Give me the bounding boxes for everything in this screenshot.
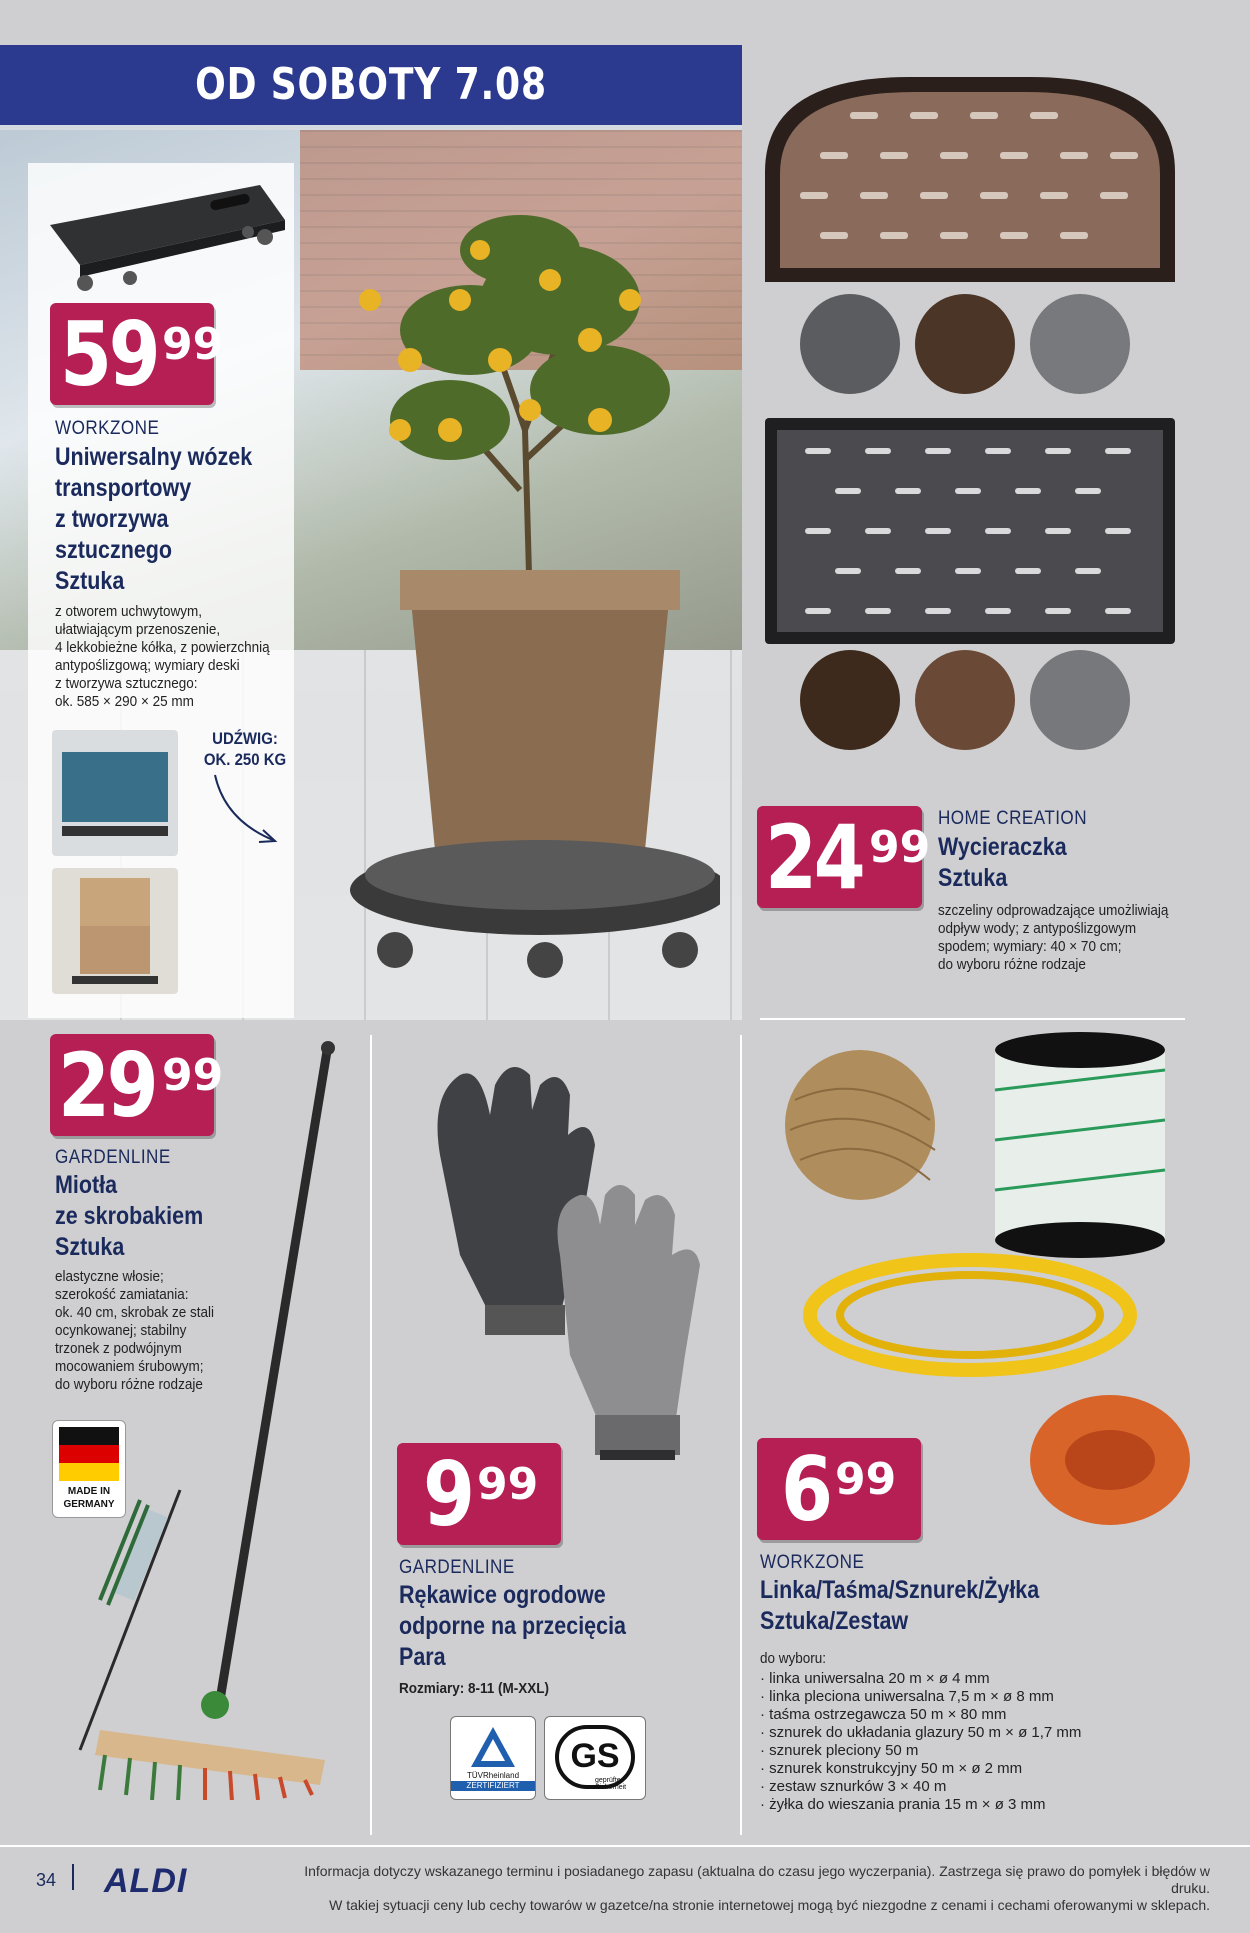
mat-color-swatch[interactable] bbox=[800, 650, 900, 750]
cart-desc-line: ułatwiającym przenoszenie, bbox=[55, 621, 221, 638]
rope-option: linka pleciona uniwersalna 7,5 m × ø 8 mm bbox=[769, 1688, 1054, 1705]
rope-price-main: 6 bbox=[781, 1438, 830, 1541]
broom-brand: GARDENLINE bbox=[55, 1147, 171, 1168]
gloves-sizes: Rozmiary: 8-11 (M-XXL) bbox=[399, 1680, 550, 1697]
page-number: 34 bbox=[36, 1870, 57, 1890]
mat-name bbox=[938, 832, 1238, 894]
rope-option: żyłka do wieszania prania 15 m × ø 3 mm bbox=[769, 1796, 1046, 1813]
rope-option: sznurek do układania glazury 50 m × ø 1,7 mm bbox=[769, 1724, 1082, 1741]
broom-desc-line: trzonek z podwójnym bbox=[55, 1340, 182, 1357]
mat-description bbox=[938, 902, 1248, 974]
cart-price-cents: 99 bbox=[162, 319, 224, 370]
mat-price-cents: 99 bbox=[869, 822, 931, 873]
mat-color-swatch[interactable] bbox=[1030, 650, 1130, 750]
rope-price-cents: 99 bbox=[835, 1454, 897, 1505]
footer-line: W takiej sytuacji ceny lub cechy towarów w gazetce/na stronie internetowej mogą być niezgodne z cenami i cechami oferowanymi w sklepach. bbox=[329, 1897, 1210, 1913]
list-item: · sznurek do układania glazury 50 m × ø 1,7 mm bbox=[760, 1724, 1082, 1741]
tuv-logo-icon bbox=[469, 1725, 517, 1769]
rope-option: linka uniwersalna 20 m × ø 4 mm bbox=[769, 1670, 990, 1687]
footer-disclaimer bbox=[280, 1863, 1210, 1914]
rope-price-tag bbox=[757, 1438, 921, 1540]
gloves-name-line: Para bbox=[399, 1643, 446, 1671]
gloves-name bbox=[399, 1580, 739, 1673]
arrow-icon bbox=[205, 770, 285, 850]
broom-name-line: ze skrobakiem bbox=[55, 1202, 204, 1230]
plant-on-cart-image bbox=[300, 130, 720, 990]
rope-choice-label: do wyboru: bbox=[760, 1650, 827, 1667]
gloves-price-tag bbox=[397, 1443, 561, 1545]
list-item: · linka pleciona uniwersalna 7,5 m × ø 8 mm bbox=[760, 1688, 1054, 1705]
broom-price-tag bbox=[50, 1034, 224, 1137]
footer-line: Informacja dotyczy wskazanego terminu i posiadanego zapasu (aktualna do czasu jego wyczerpania). Zastrzega się prawo do pomyłek i błędów w druku. bbox=[304, 1863, 1210, 1896]
cart-name-line: z tworzywa bbox=[55, 505, 169, 533]
mat-desc-line: spodem; wymiary: 40 × 70 cm; bbox=[938, 938, 1122, 955]
mat-name-line: Sztuka bbox=[938, 864, 1008, 892]
rope-name-line: Linka/Taśma/Sznurek/Żyłka bbox=[760, 1576, 1040, 1604]
broom-name-line: Sztuka bbox=[55, 1233, 125, 1261]
cart-name-line: sztucznego bbox=[55, 536, 173, 564]
cart-name-line: Sztuka bbox=[55, 567, 125, 595]
gloves-image bbox=[420, 1055, 720, 1475]
broom-desc-line: mocowaniem śrubowym; bbox=[55, 1358, 204, 1375]
column-divider bbox=[370, 1035, 372, 1835]
cart-desc-line: z otworem uchwytowym, bbox=[55, 603, 203, 620]
gs-caption: geprüfte Sicherheit bbox=[595, 1777, 627, 1791]
gloves-price-main: 9 bbox=[423, 1443, 472, 1546]
gloves-name-line: Rękawice ogrodowe bbox=[399, 1581, 606, 1609]
gloves-price-cents: 99 bbox=[477, 1459, 539, 1510]
list-item: · linka uniwersalna 20 m × ø 4 mm bbox=[760, 1670, 990, 1687]
broom-desc-line: szerokość zamiatania: bbox=[55, 1286, 189, 1303]
rope-option: taśma ostrzegawcza 50 m × 80 mm bbox=[769, 1706, 1007, 1723]
tuv-badge bbox=[450, 1716, 536, 1800]
footer-separator bbox=[72, 1864, 74, 1890]
mat-price-tag bbox=[757, 806, 931, 909]
column-divider bbox=[740, 1035, 742, 1835]
mat-name-line: Wycieraczka bbox=[938, 833, 1067, 861]
cart-name-line: transportowy bbox=[55, 474, 192, 502]
cart-capacity bbox=[201, 728, 289, 770]
list-item: · sznurek pleciony 50 m bbox=[760, 1742, 919, 1759]
mat-rectangular-image bbox=[765, 418, 1175, 644]
list-item: · taśma ostrzegawcza 50 m × 80 mm bbox=[760, 1706, 1007, 1723]
rope-option: sznurek pleciony 50 m bbox=[769, 1742, 919, 1759]
broom-name bbox=[55, 1170, 295, 1263]
rope-brand: WORKZONE bbox=[760, 1552, 865, 1573]
broom-desc-line: ocynkowanej; stabilny bbox=[55, 1322, 187, 1339]
gloves-name-line: odporne na przecięcia bbox=[399, 1612, 627, 1640]
mat-color-swatch[interactable] bbox=[1030, 294, 1130, 394]
cart-desc-line: ok. 585 × 290 × 25 mm bbox=[55, 693, 194, 710]
mat-color-swatch[interactable] bbox=[915, 650, 1015, 750]
cart-price-main: 59 bbox=[60, 303, 158, 406]
section-divider bbox=[760, 1018, 1185, 1020]
tuv-name: TÜVRheinland bbox=[466, 1771, 520, 1780]
cart-usage-photo-2 bbox=[52, 868, 178, 994]
rope-options-list bbox=[760, 1670, 1200, 1814]
broom-desc-line: ok. 40 cm, skrobak ze stali bbox=[55, 1304, 215, 1321]
broom-price-main: 29 bbox=[58, 1034, 156, 1137]
gs-badge bbox=[544, 1716, 646, 1800]
cart-desc-line: z tworzywa sztucznego: bbox=[55, 675, 198, 692]
cart-name bbox=[55, 442, 295, 597]
broom-name-line: Miotła bbox=[55, 1171, 118, 1199]
cart-usage-photo-1 bbox=[52, 730, 178, 856]
cart-capacity-value: OK. 250 KG bbox=[203, 750, 287, 769]
mat-desc-line: odpływ wody; z antypoślizgowym bbox=[938, 920, 1137, 937]
germany-label: GERMANY bbox=[63, 1499, 115, 1510]
rope-name-line: Sztuka/Zestaw bbox=[760, 1607, 909, 1635]
cart-price-tag bbox=[50, 303, 224, 406]
made-in-label: MADE IN bbox=[67, 1486, 111, 1497]
list-item: · sznurek konstrukcyjny 50 m × ø 2 mm bbox=[760, 1760, 1023, 1777]
mat-brand: HOME CREATION bbox=[938, 808, 1087, 829]
list-item: · zestaw sznurków 3 × 40 m bbox=[760, 1778, 947, 1795]
broom-description bbox=[55, 1268, 295, 1394]
broom-desc-line: do wyboru różne rodzaje bbox=[55, 1376, 203, 1393]
cart-desc-line: 4 lekkobieżne kółka, z powierzchnią bbox=[55, 639, 270, 656]
rope-name bbox=[760, 1575, 1240, 1637]
tuv-certified: ZERTIFIZIERT bbox=[451, 1781, 535, 1791]
gloves-brand: GARDENLINE bbox=[399, 1557, 515, 1578]
broom-price-cents: 99 bbox=[162, 1050, 224, 1101]
cart-description bbox=[55, 603, 345, 711]
mat-color-swatch[interactable] bbox=[915, 294, 1015, 394]
mat-desc-line: szczeliny odprowadzające umożliwiają bbox=[938, 902, 1169, 919]
cart-brand: WORKZONE bbox=[55, 418, 160, 439]
cart-image bbox=[40, 175, 290, 295]
cart-desc-line: antypoślizgową; wymiary deski bbox=[55, 657, 240, 674]
mat-color-swatch[interactable] bbox=[800, 294, 900, 394]
cart-capacity-label: UDŹWIG: bbox=[212, 729, 278, 748]
gs-logo: GS bbox=[555, 1725, 635, 1789]
mat-half-round-image bbox=[760, 72, 1180, 288]
mat-price-main: 24 bbox=[765, 806, 863, 909]
made-in-germany-badge bbox=[52, 1420, 126, 1518]
aldi-logo: ALDI bbox=[104, 1862, 188, 1900]
broom-desc-line: elastyczne włosie; bbox=[55, 1268, 164, 1285]
rope-option: sznurek konstrukcyjny 50 m × ø 2 mm bbox=[769, 1760, 1023, 1777]
list-item: · żyłka do wieszania prania 15 m × ø 3 mm bbox=[760, 1796, 1046, 1813]
date-banner-text: OD SOBOTY 7.08 bbox=[195, 59, 547, 110]
cart-name-line: Uniwersalny wózek bbox=[55, 443, 253, 471]
mat-desc-line: do wyboru różne rodzaje bbox=[938, 956, 1086, 973]
rope-option: zestaw sznurków 3 × 40 m bbox=[769, 1778, 947, 1795]
footer-divider bbox=[0, 1845, 1250, 1847]
